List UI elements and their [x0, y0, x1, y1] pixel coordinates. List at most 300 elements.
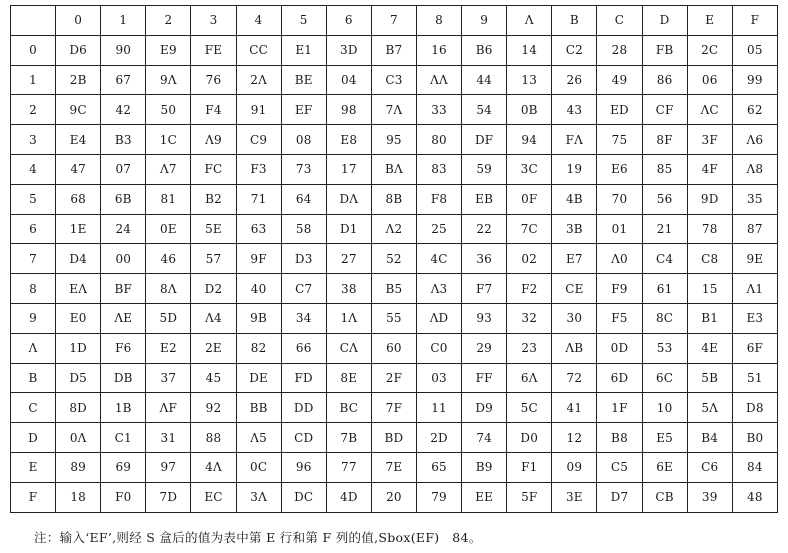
sbox-cell: 14 [507, 35, 552, 65]
sbox-cell: B6 [462, 35, 507, 65]
sbox-cell: 3B [552, 214, 597, 244]
sbox-cell: 06 [687, 65, 732, 95]
sbox-cell: 11 [416, 393, 461, 423]
sbox-cell: 99 [732, 65, 777, 95]
row-header: 3 [11, 125, 56, 155]
sbox-table-body [11, 6, 778, 513]
row-header: 9 [11, 303, 56, 333]
column-header: D [642, 6, 687, 36]
sbox-cell: 7B [326, 423, 371, 453]
column-header: 6 [326, 6, 371, 36]
sbox-cell: 21 [642, 214, 687, 244]
sbox-cell: F3 [236, 154, 281, 184]
sbox-cell: 89 [56, 452, 101, 482]
table-row [11, 244, 778, 274]
sbox-cell: 2D [416, 423, 461, 453]
table-row [11, 423, 778, 453]
sbox-cell: Λ4 [191, 303, 236, 333]
sbox-cell: D4 [56, 244, 101, 274]
sbox-cell: B0 [732, 423, 777, 453]
sbox-cell: 1E [56, 214, 101, 244]
sbox-cell: E9 [146, 35, 191, 65]
sbox-cell: 33 [416, 95, 461, 125]
sbox-cell: 5F [507, 482, 552, 512]
sbox-cell: 08 [281, 125, 326, 155]
sbox-cell: FC [191, 154, 236, 184]
column-header: 3 [191, 6, 236, 36]
column-header: 5 [281, 6, 326, 36]
sbox-cell: D7 [597, 482, 642, 512]
sbox-cell: 60 [371, 333, 416, 363]
sbox-cell: 5D [146, 303, 191, 333]
sbox-cell: 66 [281, 333, 326, 363]
sbox-cell: Λ9 [191, 125, 236, 155]
sbox-cell: B2 [191, 184, 236, 214]
sbox-cell: ED [597, 95, 642, 125]
sbox-cell: B9 [462, 452, 507, 482]
sbox-cell: 8D [56, 393, 101, 423]
row-header: 6 [11, 214, 56, 244]
sbox-cell: B3 [101, 125, 146, 155]
sbox-cell: 07 [101, 154, 146, 184]
table-row [11, 393, 778, 423]
sbox-cell: 57 [191, 244, 236, 274]
column-header: 2 [146, 6, 191, 36]
sbox-cell: 0Λ [56, 423, 101, 453]
sbox-cell: 86 [642, 65, 687, 95]
sbox-cell: 41 [552, 393, 597, 423]
column-header: 7 [371, 6, 416, 36]
table-row [11, 214, 778, 244]
sbox-cell: ΛC [687, 95, 732, 125]
row-header: F [11, 482, 56, 512]
sbox-cell: CC [236, 35, 281, 65]
sbox-cell: 85 [642, 154, 687, 184]
sbox-cell: 8Λ [146, 274, 191, 304]
sbox-cell: D0 [507, 423, 552, 453]
sbox-cell: 94 [507, 125, 552, 155]
sbox-cell: D9 [462, 393, 507, 423]
sbox-cell: 37 [146, 363, 191, 393]
row-header: 4 [11, 154, 56, 184]
sbox-cell: 44 [462, 65, 507, 95]
header-row [11, 6, 778, 36]
sbox-cell: 43 [552, 95, 597, 125]
sbox-cell: F1 [507, 452, 552, 482]
sbox-cell: DΛ [326, 184, 371, 214]
sbox-cell: 96 [281, 452, 326, 482]
sbox-cell: 79 [416, 482, 461, 512]
corner-cell [11, 6, 56, 36]
column-header: F [732, 6, 777, 36]
sbox-cell: DE [236, 363, 281, 393]
row-header: 5 [11, 184, 56, 214]
sbox-cell: 49 [597, 65, 642, 95]
sbox-cell: 8C [642, 303, 687, 333]
sbox-cell: 35 [732, 184, 777, 214]
sbox-cell: 02 [507, 244, 552, 274]
sbox-cell: 01 [597, 214, 642, 244]
sbox-cell: 1Λ [326, 303, 371, 333]
sbox-cell: 48 [732, 482, 777, 512]
sbox-cell: 72 [552, 363, 597, 393]
sbox-cell: 15 [687, 274, 732, 304]
sbox-cell: 1C [146, 125, 191, 155]
sbox-cell: 4B [552, 184, 597, 214]
sbox-cell: C7 [281, 274, 326, 304]
sbox-cell: 5E [191, 214, 236, 244]
row-header: C [11, 393, 56, 423]
sbox-cell: EE [462, 482, 507, 512]
sbox-cell: 64 [281, 184, 326, 214]
table-row [11, 95, 778, 125]
sbox-cell: 29 [462, 333, 507, 363]
column-header: 1 [101, 6, 146, 36]
sbox-cell: 6E [642, 452, 687, 482]
sbox-cell: 46 [146, 244, 191, 274]
sbox-cell: 88 [191, 423, 236, 453]
sbox-cell: 5B [687, 363, 732, 393]
sbox-cell: 69 [101, 452, 146, 482]
sbox-cell: 71 [236, 184, 281, 214]
sbox-cell: 5C [507, 393, 552, 423]
sbox-cell: Λ1 [732, 274, 777, 304]
row-header: 1 [11, 65, 56, 95]
sbox-cell: 4C [416, 244, 461, 274]
column-header: E [687, 6, 732, 36]
sbox-cell: DC [281, 482, 326, 512]
sbox-cell: 6F [732, 333, 777, 363]
sbox-cell: 50 [146, 95, 191, 125]
sbox-cell: E0 [56, 303, 101, 333]
sbox-cell: 1F [597, 393, 642, 423]
sbox-cell: 0B [507, 95, 552, 125]
sbox-cell: C4 [642, 244, 687, 274]
sbox-cell: 36 [462, 244, 507, 274]
sbox-cell: 51 [732, 363, 777, 393]
sbox-cell: 19 [552, 154, 597, 184]
sbox-cell: 4E [687, 333, 732, 363]
table-row [11, 125, 778, 155]
sbox-cell: 90 [101, 35, 146, 65]
table-row [11, 184, 778, 214]
sbox-cell: 1B [101, 393, 146, 423]
sbox-cell: 20 [371, 482, 416, 512]
sbox-cell: FE [191, 35, 236, 65]
sbox-cell: 0E [146, 214, 191, 244]
sbox-cell: BB [236, 393, 281, 423]
column-header: Λ [507, 6, 552, 36]
row-header: 8 [11, 274, 56, 304]
sbox-cell: 6C [642, 363, 687, 393]
sbox-cell: 77 [326, 452, 371, 482]
sbox-cell: EB [462, 184, 507, 214]
sbox-cell: CE [552, 274, 597, 304]
sbox-cell: F2 [507, 274, 552, 304]
sbox-cell: 27 [326, 244, 371, 274]
sbox-cell: 2B [56, 65, 101, 95]
sbox-cell: 2C [687, 35, 732, 65]
sbox-cell: F8 [416, 184, 461, 214]
sbox-cell: 26 [552, 65, 597, 95]
sbox-cell: 12 [552, 423, 597, 453]
sbox-cell: E6 [597, 154, 642, 184]
sbox-cell: 91 [236, 95, 281, 125]
table-row [11, 333, 778, 363]
sbox-cell: FB [642, 35, 687, 65]
sbox-cell: Λ8 [732, 154, 777, 184]
sbox-cell: DD [281, 393, 326, 423]
sbox-cell: E5 [642, 423, 687, 453]
sbox-cell: 23 [507, 333, 552, 363]
sbox-cell: 84 [732, 452, 777, 482]
sbox-cell: 4F [687, 154, 732, 184]
sbox-cell: 56 [642, 184, 687, 214]
sbox-cell: 3E [552, 482, 597, 512]
sbox-cell: Λ7 [146, 154, 191, 184]
sbox-cell: ΛF [146, 393, 191, 423]
sbox-cell: 3Λ [236, 482, 281, 512]
row-header: Λ [11, 333, 56, 363]
sbox-cell: 4D [326, 482, 371, 512]
sbox-cell: 34 [281, 303, 326, 333]
sbox-table [10, 5, 778, 513]
sbox-cell: 22 [462, 214, 507, 244]
row-header: 0 [11, 35, 56, 65]
sbox-cell: 18 [56, 482, 101, 512]
sbox-cell: E4 [56, 125, 101, 155]
sbox-cell: 0F [507, 184, 552, 214]
sbox-cell: Λ0 [597, 244, 642, 274]
table-row [11, 65, 778, 95]
sbox-cell: 80 [416, 125, 461, 155]
table-row [11, 363, 778, 393]
sbox-cell: 03 [416, 363, 461, 393]
sbox-cell: 3F [687, 125, 732, 155]
sbox-cell: E2 [146, 333, 191, 363]
sbox-cell: 67 [101, 65, 146, 95]
sbox-cell: E8 [326, 125, 371, 155]
sbox-cell: 6B [101, 184, 146, 214]
sbox-cell: 54 [462, 95, 507, 125]
sbox-cell: 9Λ [146, 65, 191, 95]
sbox-cell: 30 [552, 303, 597, 333]
sbox-cell: 61 [642, 274, 687, 304]
sbox-cell: 4Λ [191, 452, 236, 482]
row-header: B [11, 363, 56, 393]
sbox-cell: 3D [326, 35, 371, 65]
sbox-cell: CΛ [326, 333, 371, 363]
sbox-cell: 0D [597, 333, 642, 363]
sbox-cell: B1 [687, 303, 732, 333]
table-note: 注：输入‘EF’,则经 S 盒后的值为表中第 E 行和第 F 列的值,Sbox(EF) 84。 [34, 530, 482, 545]
sbox-cell: 32 [507, 303, 552, 333]
sbox-cell: 9B [236, 303, 281, 333]
sbox-cell: 45 [191, 363, 236, 393]
sbox-cell: DB [101, 363, 146, 393]
sbox-cell: ΛΛ [416, 65, 461, 95]
sbox-cell: F7 [462, 274, 507, 304]
sbox-cell: 10 [642, 393, 687, 423]
table-row [11, 35, 778, 65]
column-header: C [597, 6, 642, 36]
sbox-cell: EF [281, 95, 326, 125]
sbox-cell: C5 [597, 452, 642, 482]
sbox-cell: F0 [101, 482, 146, 512]
sbox-cell: 7C [507, 214, 552, 244]
sbox-cell: 0C [236, 452, 281, 482]
sbox-cell: 39 [687, 482, 732, 512]
sbox-cell: 9E [732, 244, 777, 274]
sbox-cell: 97 [146, 452, 191, 482]
table-row [11, 452, 778, 482]
sbox-cell: CF [642, 95, 687, 125]
sbox-cell: BE [281, 65, 326, 95]
table-row [11, 303, 778, 333]
sbox-cell: 04 [326, 65, 371, 95]
sbox-cell: F9 [597, 274, 642, 304]
sbox-cell: 53 [642, 333, 687, 363]
sbox-cell: 7F [371, 393, 416, 423]
sbox-cell: B5 [371, 274, 416, 304]
sbox-cell: DF [462, 125, 507, 155]
sbox-cell: C0 [416, 333, 461, 363]
sbox-cell: FD [281, 363, 326, 393]
sbox-cell: D8 [732, 393, 777, 423]
row-header: 2 [11, 95, 56, 125]
sbox-cell: CD [281, 423, 326, 453]
sbox-cell: 25 [416, 214, 461, 244]
sbox-cell: B4 [687, 423, 732, 453]
sbox-cell: E3 [732, 303, 777, 333]
sbox-cell: 9F [236, 244, 281, 274]
sbox-cell: 42 [101, 95, 146, 125]
table-row [11, 482, 778, 512]
column-header: 8 [416, 6, 461, 36]
sbox-cell: 09 [552, 452, 597, 482]
sbox-cell: F4 [191, 95, 236, 125]
sbox-cell: 55 [371, 303, 416, 333]
row-header: D [11, 423, 56, 453]
table-row [11, 274, 778, 304]
sbox-cell: F6 [101, 333, 146, 363]
sbox-cell: BF [101, 274, 146, 304]
sbox-cell: 92 [191, 393, 236, 423]
sbox-cell: B7 [371, 35, 416, 65]
sbox-cell: 98 [326, 95, 371, 125]
sbox-cell: 31 [146, 423, 191, 453]
sbox-cell: 38 [326, 274, 371, 304]
sbox-cell: 2Λ [236, 65, 281, 95]
sbox-cell: C6 [687, 452, 732, 482]
sbox-cell: BD [371, 423, 416, 453]
sbox-cell: 6Λ [507, 363, 552, 393]
sbox-cell: 82 [236, 333, 281, 363]
sbox-cell: D1 [326, 214, 371, 244]
sbox-cell: 5Λ [687, 393, 732, 423]
sbox-cell: 13 [507, 65, 552, 95]
sbox-cell: 8E [326, 363, 371, 393]
sbox-cell: 28 [597, 35, 642, 65]
sbox-cell: 70 [597, 184, 642, 214]
sbox-cell: 1D [56, 333, 101, 363]
sbox-cell: 95 [371, 125, 416, 155]
sbox-cell: ΛD [416, 303, 461, 333]
column-header: 4 [236, 6, 281, 36]
sbox-cell: FF [462, 363, 507, 393]
sbox-cell: D3 [281, 244, 326, 274]
sbox-cell: 81 [146, 184, 191, 214]
sbox-cell: 93 [462, 303, 507, 333]
sbox-cell: 74 [462, 423, 507, 453]
sbox-cell: Λ5 [236, 423, 281, 453]
sbox-cell: E7 [552, 244, 597, 274]
sbox-cell: C8 [687, 244, 732, 274]
row-header: 7 [11, 244, 56, 274]
sbox-cell: 68 [56, 184, 101, 214]
sbox-cell: 17 [326, 154, 371, 184]
sbox-cell: D5 [56, 363, 101, 393]
sbox-cell: 7D [146, 482, 191, 512]
sbox-cell: C9 [236, 125, 281, 155]
sbox-cell: 24 [101, 214, 146, 244]
sbox-cell: Λ3 [416, 274, 461, 304]
sbox-cell: 05 [732, 35, 777, 65]
column-header: 9 [462, 6, 507, 36]
sbox-cell: BΛ [371, 154, 416, 184]
sbox-cell: 2E [191, 333, 236, 363]
sbox-cell: 8B [371, 184, 416, 214]
sbox-cell: 9D [687, 184, 732, 214]
sbox-cell: 75 [597, 125, 642, 155]
sbox-cell: 62 [732, 95, 777, 125]
sbox-cell: FΛ [552, 125, 597, 155]
sbox-cell: C2 [552, 35, 597, 65]
sbox-cell: F5 [597, 303, 642, 333]
sbox-cell: 2F [371, 363, 416, 393]
column-header: B [552, 6, 597, 36]
sbox-cell: 6D [597, 363, 642, 393]
sbox-cell: D2 [191, 274, 236, 304]
sbox-cell: ΛE [101, 303, 146, 333]
sbox-cell: 3C [507, 154, 552, 184]
sbox-cell: 7E [371, 452, 416, 482]
sbox-cell: D6 [56, 35, 101, 65]
sbox-cell: 58 [281, 214, 326, 244]
sbox-cell: 87 [732, 214, 777, 244]
sbox-cell: Λ2 [371, 214, 416, 244]
sbox-cell: BC [326, 393, 371, 423]
sbox-cell: C1 [101, 423, 146, 453]
sbox-cell: 16 [416, 35, 461, 65]
table-row [11, 154, 778, 184]
sbox-cell: EC [191, 482, 236, 512]
sbox-cell: 83 [416, 154, 461, 184]
sbox-cell: 76 [191, 65, 236, 95]
sbox-cell: 73 [281, 154, 326, 184]
sbox-cell: CB [642, 482, 687, 512]
sbox-cell: E1 [281, 35, 326, 65]
sbox-cell: 63 [236, 214, 281, 244]
column-header: 0 [56, 6, 101, 36]
sbox-cell: EΛ [56, 274, 101, 304]
sbox-cell: 00 [101, 244, 146, 274]
sbox-cell: 9C [56, 95, 101, 125]
sbox-cell: 7Λ [371, 95, 416, 125]
sbox-cell: C3 [371, 65, 416, 95]
sbox-cell: 59 [462, 154, 507, 184]
sbox-cell: 52 [371, 244, 416, 274]
